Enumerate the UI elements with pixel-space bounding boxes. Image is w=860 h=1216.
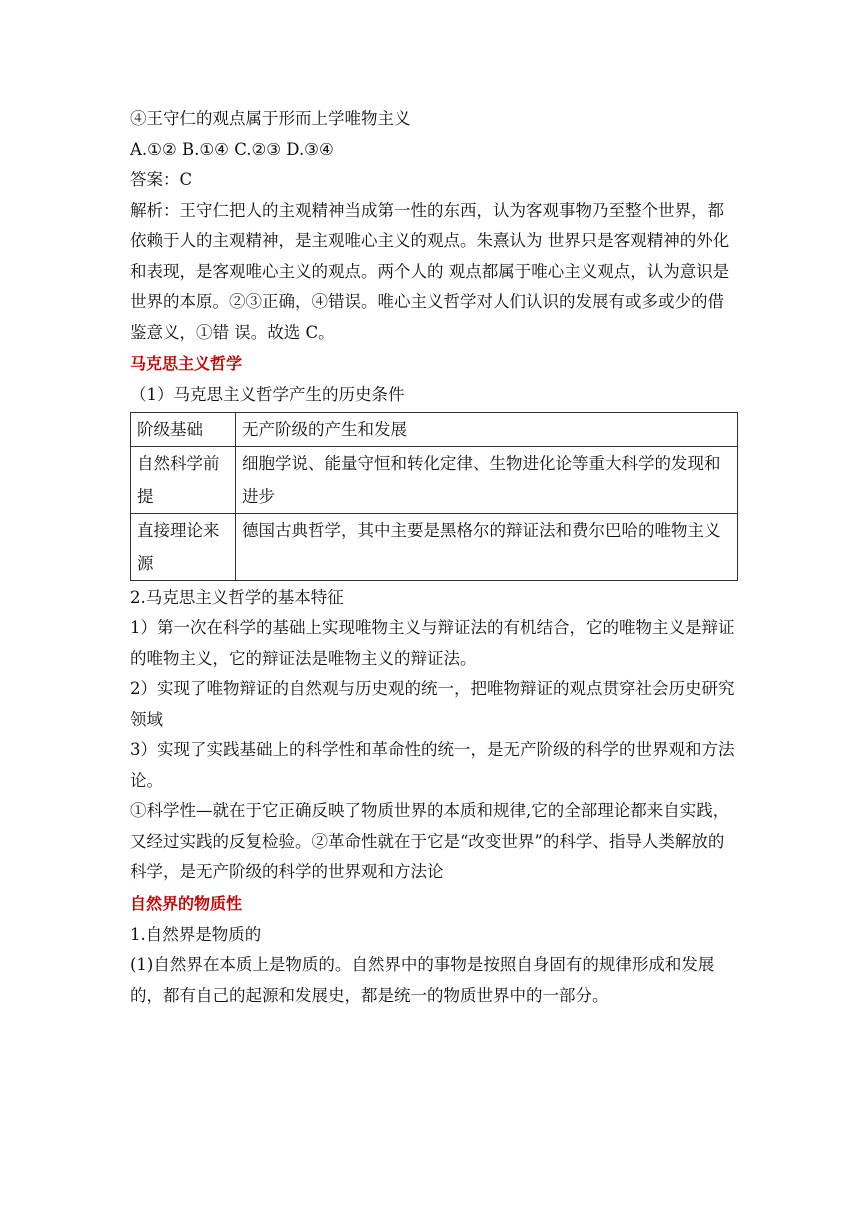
feature-3: 3）实现了实践基础上的科学性和革命性的统一，是无产阶级的科学的世界观和方法论。 xyxy=(130,740,735,790)
subsection-historical-conditions: （1）马克思主义哲学产生的历史条件 xyxy=(130,385,405,404)
analysis-paragraph: 解析：王守仁把人的主观精神当成第一性的东西，认为客观事物乃至整个世界，都依赖于人的主观精神，是主观唯心主义的观点。朱熹认为 世界只是客观精神的外化和表现，是客观唯心主义的观点。两个人的 观点都属于唯心主义观点，认为意识是世界的本原。②③正确，④错误。唯心主义哲学对人们认识的发展有或多或少的借鉴意义，①错 误。故选 C。 xyxy=(130,200,730,342)
feature-2: 2）实现了唯物辩证的自然观与历史观的统一，把唯物辩证的观点贯穿社会历史研究领域 xyxy=(130,679,735,729)
table-row-value: 细胞学说、能量守恒和转化定律、生物进化论等重大科学的发现和进步 xyxy=(236,446,738,513)
option-4-statement: ④王守仁的观点属于形而上学唯物主义 xyxy=(130,109,411,128)
basic-features-heading: 2.马克思主义哲学的基本特征 xyxy=(130,587,344,607)
table-row-value: 无产阶级的产生和发展 xyxy=(236,412,738,446)
section-heading-marxist-philosophy: 马克思主义哲学 xyxy=(130,354,243,373)
table-row-label: 自然科学前提 xyxy=(131,446,236,513)
table-row-label: 阶级基础 xyxy=(131,412,236,446)
table-row-label: 直接理论来源 xyxy=(131,513,236,580)
scientific-revolutionary-paragraph: ①科学性—就在于它正确反映了物质世界的本质和规律,它的全部理论都来自实践，又经过实践的反复检验。②革命性就在于它是“改变世界”的科学、指导人类解放的科学，是无产阶级的科学的世界观和方法论 xyxy=(130,801,730,881)
nature-paragraph: (1)自然界在本质上是物质的。自然界中的事物是按照自身固有的规律形成和发展的，都有自己的起源和发展史，都是统一的物质世界中的一部分。 xyxy=(130,955,715,1005)
feature-1: 1）第一次在科学的基础上实现唯物主义与辩证法的有机结合，它的唯物主义是辩证的唯物主义，它的辩证法是唯物主义的辩证法。 xyxy=(130,618,735,668)
historical-conditions-table xyxy=(130,412,738,581)
section-heading-nature-materiality: 自然界的物质性 xyxy=(130,893,243,913)
answer-choices: A.①② B.①④ C.②③ D.③④ xyxy=(130,139,334,159)
nature-is-material-heading: 1.自然界是物质的 xyxy=(130,924,262,944)
table-row xyxy=(131,513,738,580)
table-row xyxy=(131,412,738,446)
table-row-value: 德国古典哲学，其中主要是黑格尔的辩证法和费尔巴哈的唯物主义 xyxy=(236,513,738,580)
table-row xyxy=(131,446,738,513)
answer-line: 答案：C xyxy=(130,170,193,189)
document-content xyxy=(130,104,740,1011)
